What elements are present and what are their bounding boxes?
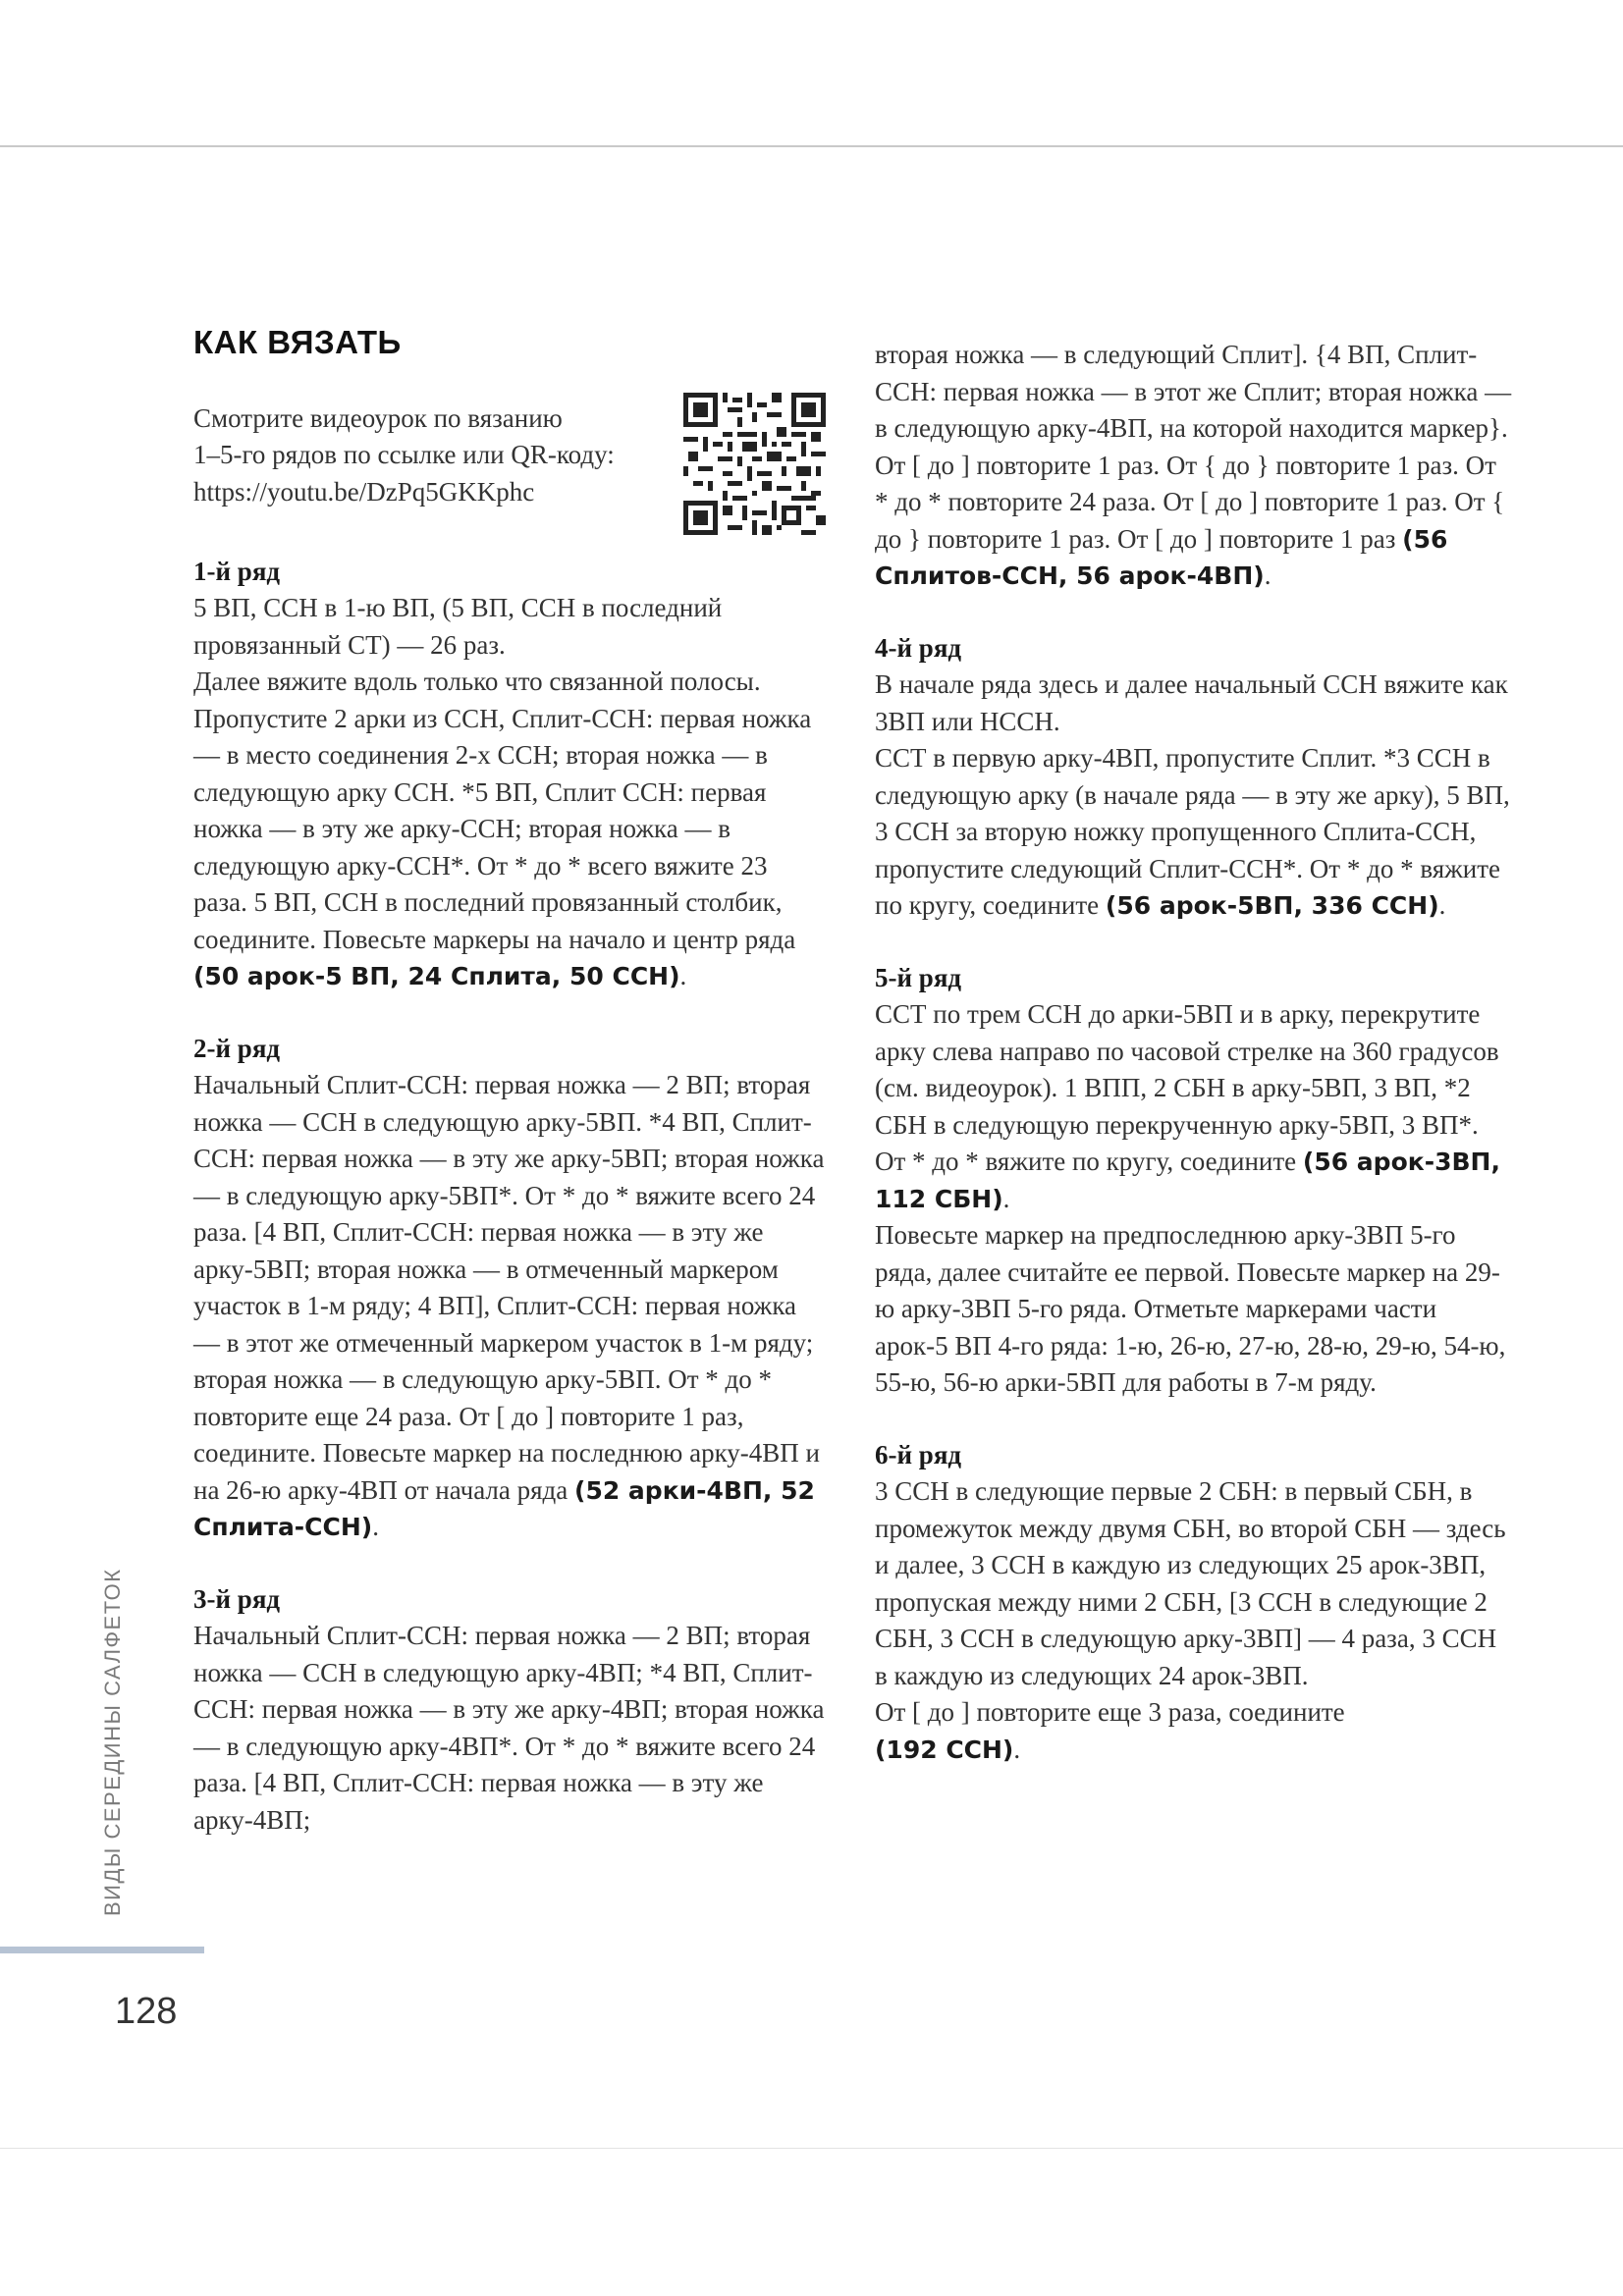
row-6-title: 6-й ряд: [875, 1439, 962, 1469]
row-1-end: .: [679, 961, 687, 990]
row-3-title: 3-й ряд: [193, 1583, 281, 1614]
row-1-text-2: [193, 664, 828, 995]
row-4-summary: (56 арок-5ВП, 336 ССН): [1105, 891, 1439, 920]
row-1-instructions: Далее вяжите вдоль только что связанной полосы. Пропустите 2 арки из ССН, Сплит-ССН: первая ножка — в место соединения 2-х ССН; вторая ножка — в следующую арку ССН. *5 ВП, Сплит ССН: первая ножка — в эту же арку-ССН; вторая ножка — в следующую арку-ССН*. От * до * всего вяжите 23 раза. 5 ВП, ССН в последний провязанный столбик, соедините. Повесьте маркеры на начало и центр ряда: [193, 667, 812, 954]
row-3-text: Начальный Сплит-ССН: первая ножка — 2 ВП; вторая ножка — ССН в следующую арку-4ВП; *4 ВП, Сплит-ССН: первая ножка — в эту же арку-4ВП; вторая ножка — в следующую арку-4ВП*. От * до * вяжите всего 24 раза. [4 ВП, Сплит-ССН: первая ножка — в эту же арку-4ВП;: [193, 1621, 825, 1835]
row-6-text: 3 ССН в следующие первые 2 СБН: в первый СБН, в промежуток между двумя СБН, во второй СБН — здесь и далее, 3 ССН в каждую из следующих 25 арок-3ВП, пропуская между ними 2 СБН, [3 ССН в следующие 2 СБН, 3 ССН в следующую арку-3ВП] — 4 раза, 3 ССН в каждую из следующих 24 арок-3ВП.: [875, 1476, 1506, 1690]
video-line-2: 1–5-го рядов по ссылке или QR-коду:: [193, 440, 615, 469]
section-side-label: ВИДЫ СЕРЕДИНЫ САЛФЕТОК: [100, 1568, 125, 1916]
video-text: [193, 399, 665, 511]
row-2-end: .: [372, 1512, 379, 1541]
row-3-instructions-cont: вторая ножка — в следующий Сплит]. {4 ВП, Сплит-ССН: первая ножка — в этот же Сплит; вторая ножка — в следующую арку-4ВП, на которой находится маркер}. От [ до ] повторите 1 раз. От { до } повторите 1 раз. От * до * повторите 24 раза. От [ до ] повторите 1 раз. От { до } повторите 1 раз. От [ до ] повторите 1 раз: [875, 340, 1512, 554]
row-2-text: [193, 1067, 828, 1546]
video-line-1: Смотрите видеоурок по вязанию: [193, 402, 563, 433]
page-number: 128: [115, 1991, 178, 2032]
row-2-title: 2-й ряд: [193, 1033, 281, 1063]
row-4-instructions: ССТ в первую арку-4ВП, пропустите Сплит. *3 ССН в следующую арку (в начале ряда — в эту же арку), 5 ВП, 3 ССН за вторую ножку пропущенного Сплита-ССН, пропустите следующий Сплит-ССН*. От * до * вяжите по кругу, соедините: [875, 743, 1510, 920]
row-5-summary: (56 арок-3ВП, 112 СБН): [875, 1148, 1500, 1213]
row-5-text: [875, 996, 1513, 1217]
row-3-end: .: [1264, 561, 1271, 590]
row-6-repeat: [875, 1694, 1513, 1768]
row-3-summary: (56 Сплитов-ССН, 56 арок-4ВП): [875, 524, 1448, 590]
row-1-title: 1-й ряд: [193, 556, 281, 586]
row-3-text-continued: [875, 337, 1513, 595]
row-2-summary: (52 арки-4ВП, 52 Сплита-ССН): [193, 1475, 815, 1541]
row-6-summary: (192 ССН): [875, 1735, 1014, 1764]
bottom-rule: [0, 2148, 1623, 2149]
row-5-instructions: ССТ по трем ССН до арки-5ВП и в арку, перекрутите арку слева направо по часовой стрелке на 360 градусов (см. видеоурок). 1 ВПП, 2 СБН в арку-5ВП, 3 ВП, *2 СБН в следующую перекрученную арку-5ВП, 3 ВП*. От * до * вяжите по кругу, соедините: [875, 999, 1499, 1176]
row-4-title: 4-й ряд: [875, 632, 962, 663]
row-1-summary: (50 арок-5 ВП, 24 Сплита, 50 ССН): [193, 962, 680, 990]
row-5-title: 5-й ряд: [875, 962, 962, 992]
right-column: [875, 337, 1513, 1768]
row-4-note: В начале ряда здесь и далее начальный ССН вяжите как 3ВП или НССН.: [875, 669, 1508, 736]
left-column: [193, 324, 828, 1839]
row-5-end: .: [1002, 1183, 1010, 1213]
side-accent-bar: [0, 1947, 204, 1953]
row-4-text: [875, 740, 1513, 925]
top-rule: [0, 145, 1623, 147]
row-5-markers: Повесьте маркер на предпоследнюю арку-3ВП 5-го ряда, далее считайте ее первой. Повесьте маркер на 29-ю арку-3ВП 5-го ряда. Отметьте маркерами части арок-5 ВП 4-го ряда: 1-ю, 26-ю, 27-ю, 28-ю, 29-ю, 54-ю, 55-ю, 56-ю арки-5ВП для работы в 7-м ряду.: [875, 1220, 1506, 1397]
row-6-end: .: [1013, 1734, 1021, 1764]
video-url-link[interactable]: https://youtu.be/DzPq5GKKphc: [193, 476, 535, 507]
row-6-instructions: От [ до ] повторите еще 3 раза, соедините: [875, 1697, 1345, 1727]
row-1-text: 5 ВП, ССН в 1-ю ВП, (5 ВП, ССН в последний провязанный СТ) — 26 раз.: [193, 593, 723, 660]
row-2-instructions: Начальный Сплит-ССН: первая ножка — 2 ВП; вторая ножка — ССН в следующую арку-5ВП. *4 ВП, Сплит-ССН: первая ножка — в эту же арку-5ВП; вторая ножка — в следующую арку-5ВП*. От * до * вяжите всего 24 раза. [4 ВП, Сплит-ССН: первая ножка — в эту же арку-5ВП; вторая ножка — в отмеченный маркером участок в 1-м ряду; 4 ВП], Сплит-ССН: первая ножка — в этот же отмеченный маркером участок в 1-м ряду; вторая ножка — в следующую арку-5ВП. От * до * повторите еще 24 раза. От [ до ] повторите 1 раз, соедините. Повесьте маркер на последнюю арку-4ВП и на 26-ю арку-4ВП от начала ряда: [193, 1070, 825, 1505]
row-4-end: .: [1438, 890, 1446, 920]
video-block: [193, 399, 828, 548]
qr-code-icon[interactable]: [683, 393, 826, 535]
page-heading: КАК ВЯЗАТЬ: [193, 324, 402, 360]
